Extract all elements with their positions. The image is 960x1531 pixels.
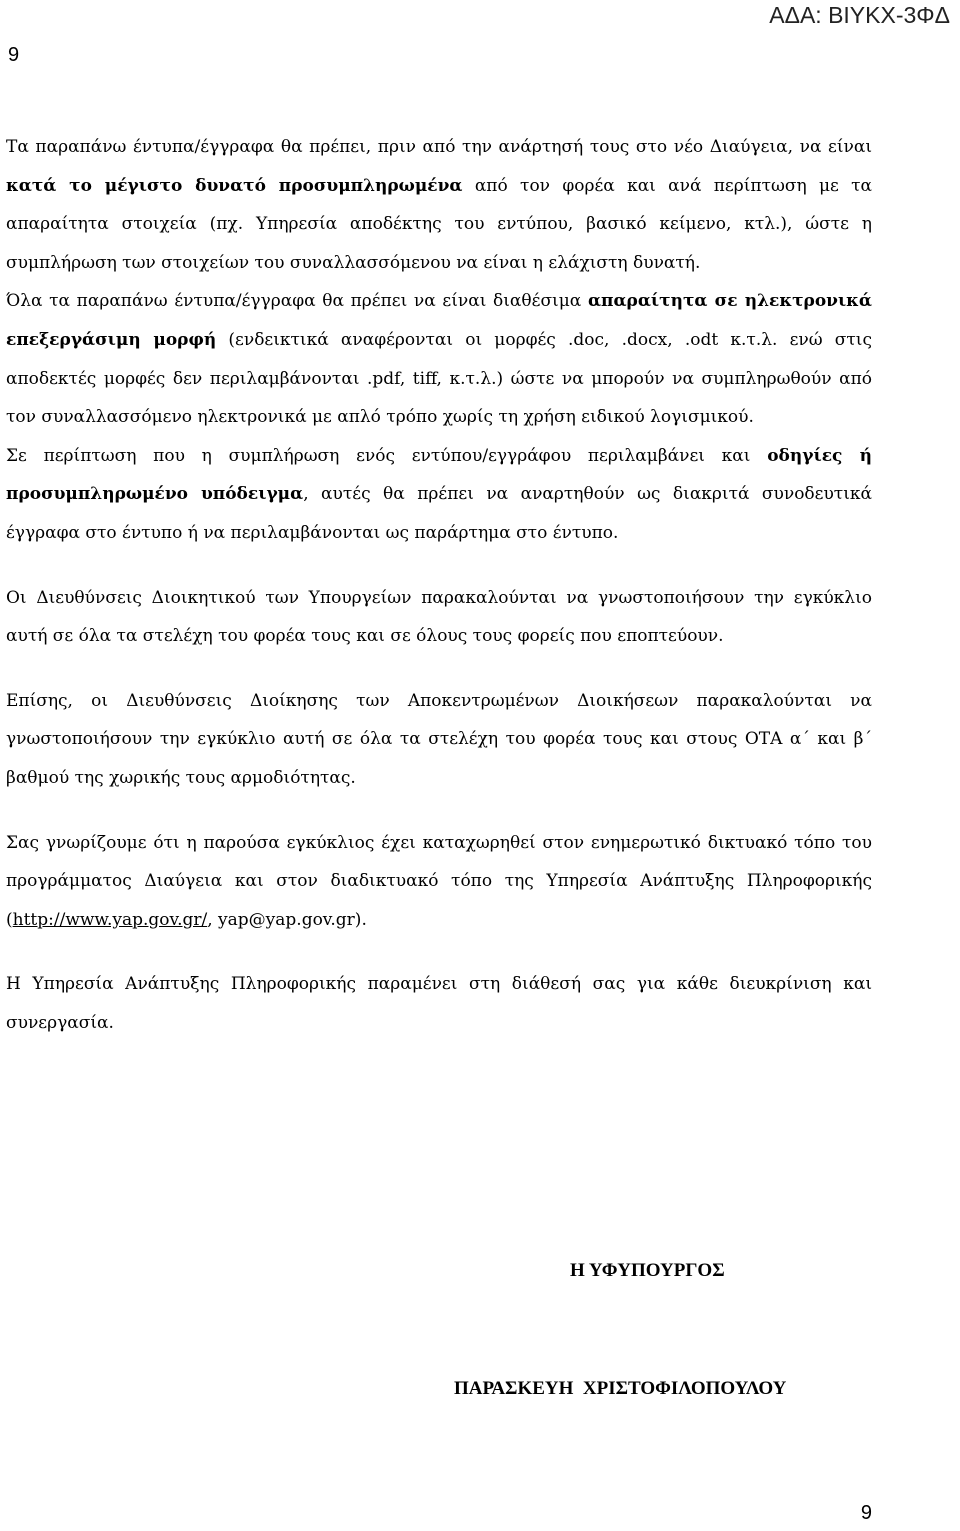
page-number-bottom: 9 xyxy=(860,1502,872,1524)
paragraph-ministries: Οι Διευθύνσεις Διοικητικού των Υπουργείων παρακαλούνται να γνωστοποιήσουν την εγκύκλιο αυτή σε όλα τα στελέχη του φορέα τους και σε όλους τους φορείς που εποπτεύουν. xyxy=(6,587,872,647)
signature-title: Η ΥΦΥΠΟΥΡΓΟΣ xyxy=(570,1260,725,1281)
ada-code: ΑΔΑ: ΒΙΥΚΧ-3ΦΔ xyxy=(769,2,950,28)
letter-body xyxy=(6,128,872,1042)
page-number-top: 9 xyxy=(8,44,20,66)
paragraph-prefilled-forms: Τα παραπάνω έντυπα/έγγραφα θα πρέπει, πριν από την ανάρτησή τους στο νέο Διαύγεια, να είναι κατά το μέγιστο δυνατό προσυμπληρωμένα από τον φορέα και ανά περίπτωση με τα απαραίτητα στοιχεία (πχ. Υπηρεσία αποδέκτης του εντύπου, βασικό κείμενο, κτλ.), ώστε η συμπλήρωση των στοιχείων του συναλλασσόμενου να είναι η ελάχιστη δυνατή. xyxy=(6,137,873,273)
paragraph-publication: Σας γνωρίζουμε ότι η παρούσα εγκύκλιος έχει καταχωρηθεί στον ενημερωτικό δικτυακό τόπο του προγράμματος Διαύγεια και στον διαδικτυακό τόπο της Υπηρεσία Ανάπτυξης Πληροφορικής (http://www.yap.gov.gr/, yap@yap.gov.gr). xyxy=(6,832,872,930)
paragraph-editable-format: Όλα τα παραπάνω έντυπα/έγγραφα θα πρέπει να είναι διαθέσιμα απαραίτητα σε ηλεκτρονικά επεξεργάσιμη μορφή (ενδεικτικά αναφέρονται οι μορφές .doc, .docx, .odt κ.τ.λ. ενώ στις αποδεκτές μορφές δεν περιλαμβάνονται .pdf, tiff, κ.τ.λ.) ώστε να μπορούν να συμπληρωθούν από τον συναλλασσόμενο ηλεκτρονικά με απλό τρόπο χωρίς τη χρήση ειδικού λογισμικού. xyxy=(6,291,873,428)
signature-name: ΠΑΡΑΣΚΕΥΗ ΧΡΙΣΤΟΦΙΛΟΠΟΥΛΟΥ xyxy=(454,1378,787,1399)
paragraph-decentralized-admin: Επίσης, οι Διευθύνσεις Διοίκησης των Αποκεντρωμένων Διοικήσεων παρακαλούνται να γνωστοποιήσουν την εγκύκλιο αυτή σε όλα τα στελέχη του φορέα τους και στους ΟΤΑ α΄ και β΄ βαθμού της χωρικής τους αρμοδιότητας. xyxy=(6,690,872,788)
yap-website-link[interactable]: http://www.yap.gov.gr/ xyxy=(12,909,208,930)
paragraph-instructions: Σε περίπτωση που η συμπλήρωση ενός εντύπου/εγγράφου περιλαμβάνει και οδηγίες ή προσυμπληρωμένο υπόδειγμα, αυτές θα πρέπει να αναρτηθούν ως διακριτά συνοδευτικά έγγραφα στο έντυπο ή να περιλαμβάνονται ως παράρτημα στο έντυπο. xyxy=(6,445,872,543)
paragraph-support: Η Υπηρεσία Ανάπτυξης Πληροφορικής παραμένει στη διάθεσή σας για κάθε διευκρίνιση και συνεργασία. xyxy=(6,974,872,1033)
